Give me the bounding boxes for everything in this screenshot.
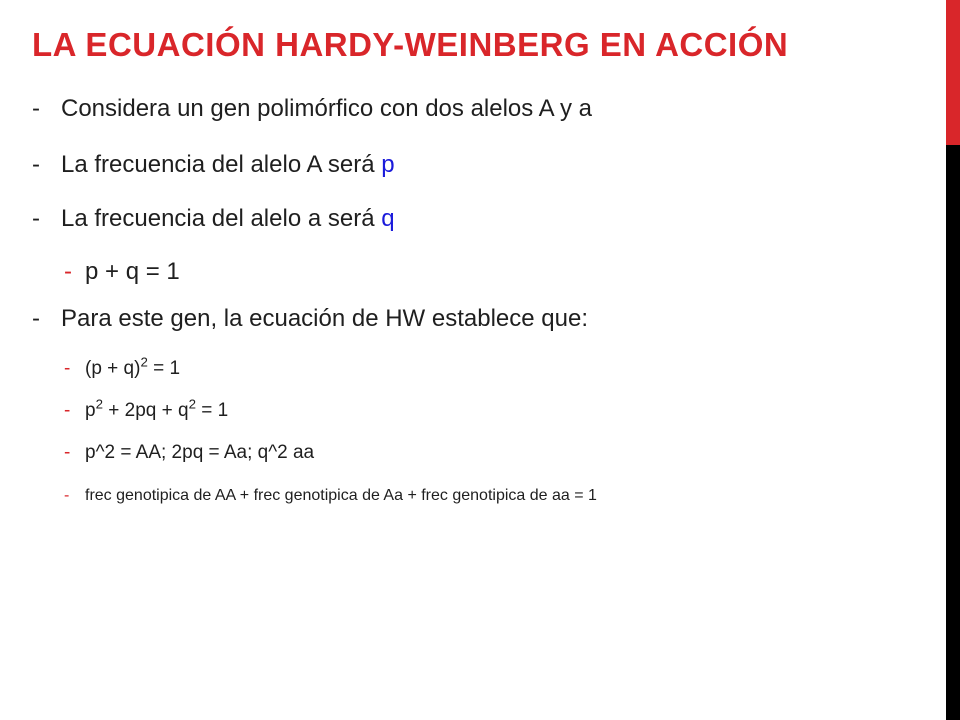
variable-p: p bbox=[381, 151, 395, 178]
eq2-mid: + 2pq + q bbox=[102, 400, 189, 421]
equation-dash: - bbox=[64, 487, 70, 504]
bullet-text bbox=[61, 151, 395, 179]
bullet-dash: - bbox=[32, 151, 40, 178]
equation-dash: - bbox=[64, 358, 71, 379]
eq2-p: p bbox=[85, 400, 96, 421]
sub-bullet-text: p + q = 1 bbox=[85, 258, 180, 285]
bullet-text: Para este gen, la ecuación de HW establece que: bbox=[61, 305, 588, 332]
eq2-rest: = 1 bbox=[195, 400, 229, 421]
bullet-text-main: La frecuencia del alelo a será bbox=[61, 205, 382, 232]
bullet-dash: - bbox=[32, 205, 40, 232]
equation-text: frec genotipica de AA + frec genotipica de Aa + frec genotipica de aa = 1 bbox=[85, 487, 597, 504]
equation-dash: - bbox=[64, 442, 71, 463]
equation-text bbox=[85, 354, 181, 380]
slide-title: LA ECUACIÓN HARDY-WEINBERG EN ACCIÓN bbox=[32, 26, 789, 63]
side-bar-accent bbox=[946, 0, 960, 145]
bullet-text: Considera un gen polimórfico con dos alelos A y a bbox=[61, 95, 592, 122]
eq1-rest: = 1 bbox=[147, 358, 181, 379]
bullet-text bbox=[61, 205, 395, 233]
bullet-dash: - bbox=[32, 305, 40, 332]
sub-bullet-dash: - bbox=[64, 258, 72, 285]
bullet-dash: - bbox=[32, 95, 40, 122]
eq1-base: (p + q) bbox=[85, 358, 141, 379]
equation-dash: - bbox=[64, 400, 71, 421]
equation-text: p^2 = AA; 2pq = Aa; q^2 aa bbox=[85, 442, 315, 463]
bullet-text-main: La frecuencia del alelo A será bbox=[61, 151, 382, 178]
eq2-exponent-1: 2 bbox=[95, 396, 103, 412]
variable-q: q bbox=[381, 205, 395, 232]
eq2-exponent-2: 2 bbox=[188, 396, 196, 412]
eq1-exponent: 2 bbox=[140, 354, 148, 370]
equation-text bbox=[85, 396, 229, 422]
